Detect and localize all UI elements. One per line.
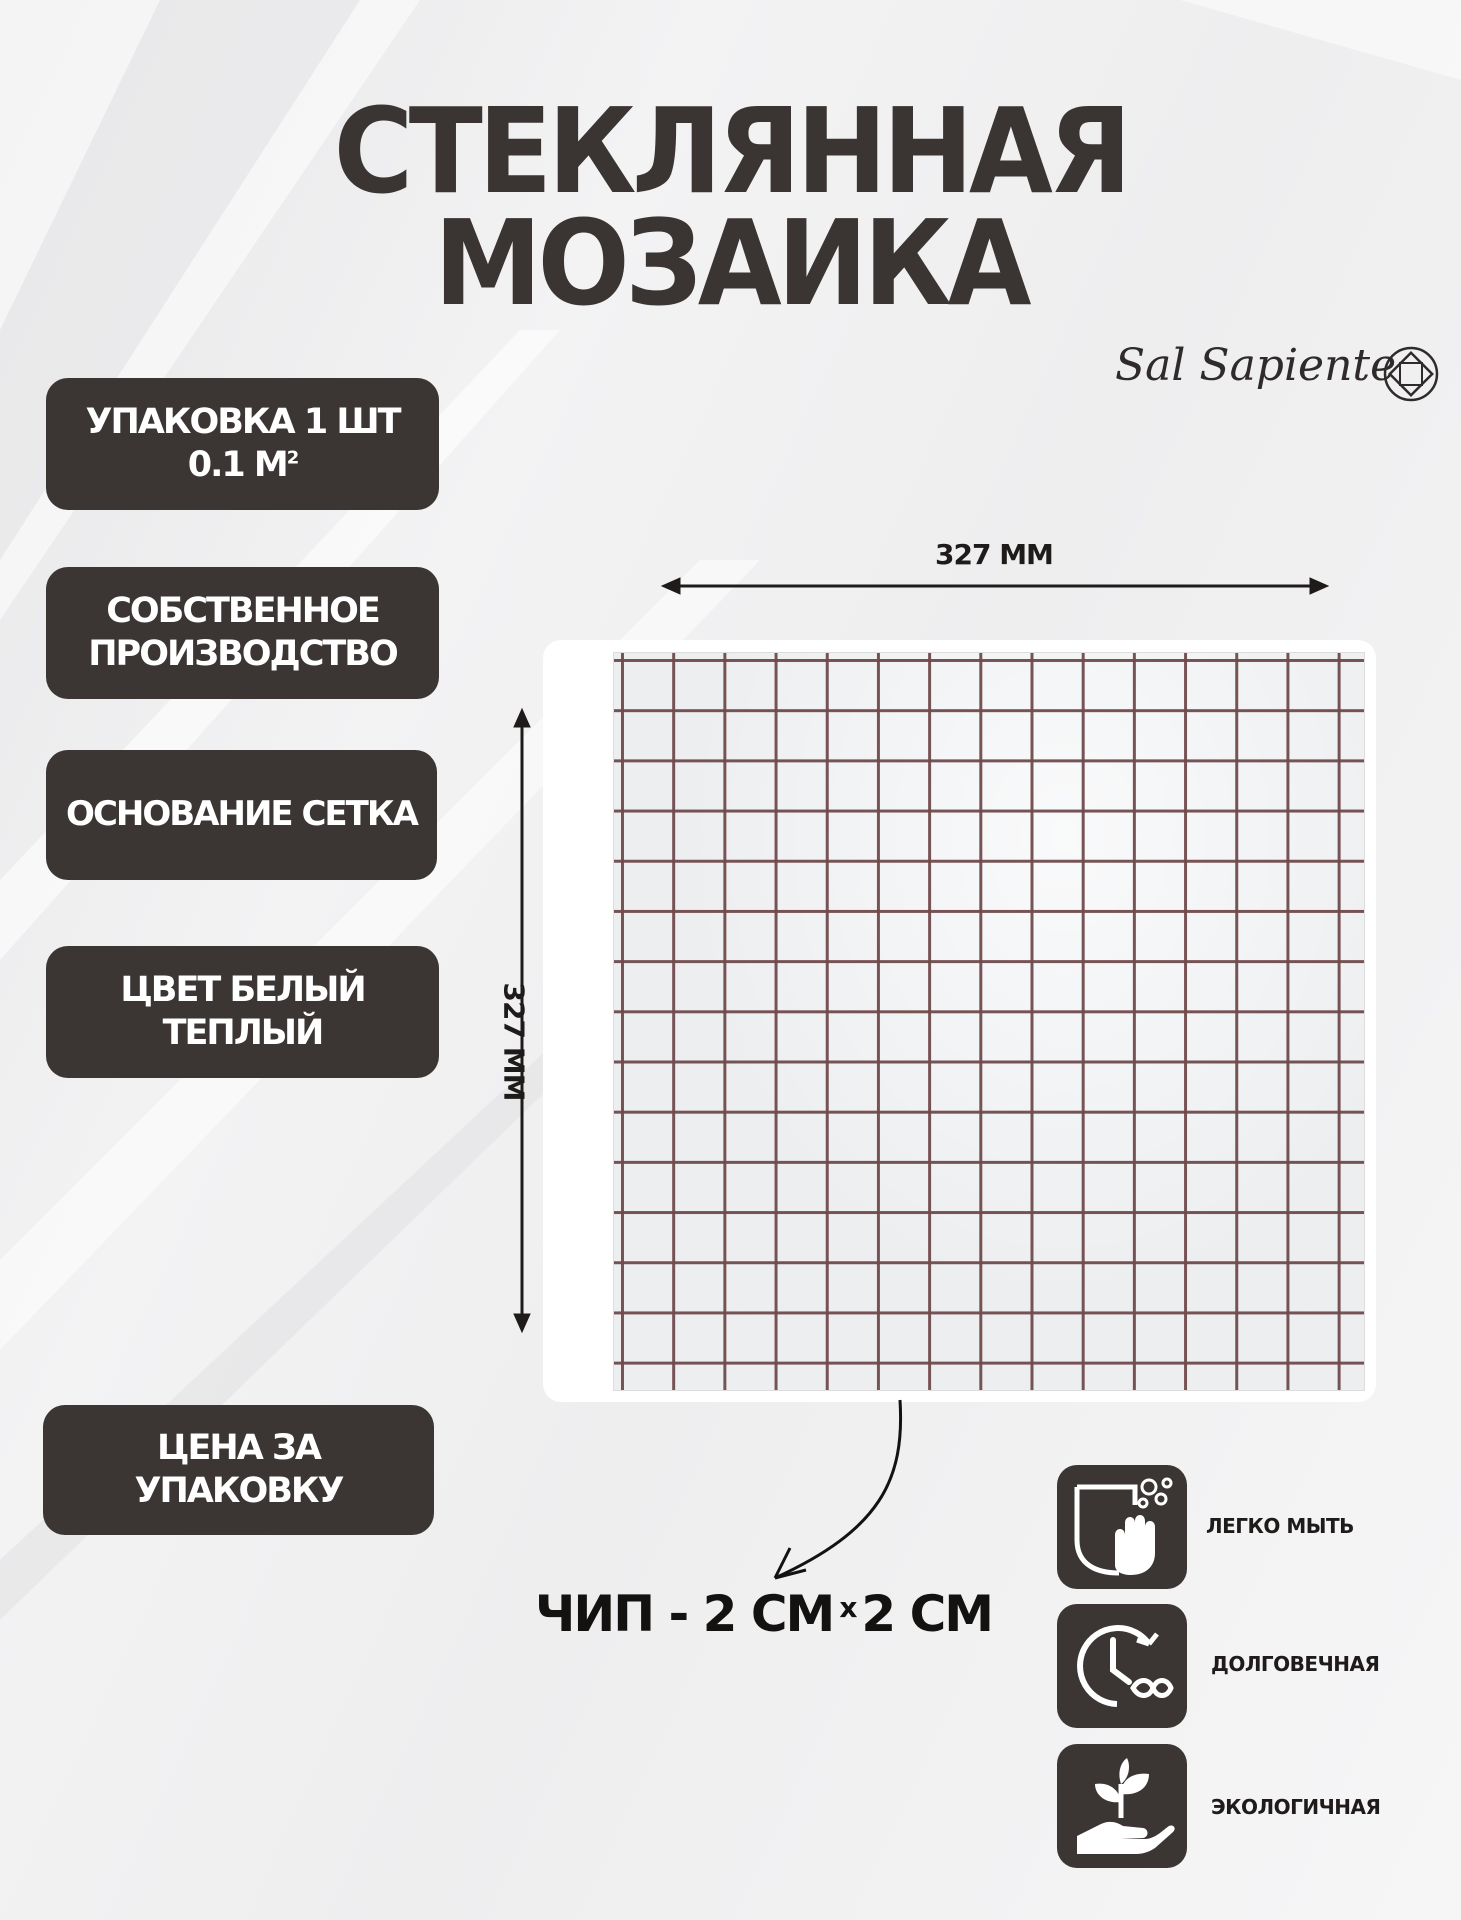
- chip-size-times: x: [839, 1591, 856, 1624]
- title-line-2: МОЗАИКА: [434, 194, 1027, 332]
- eco-badge: [1057, 1744, 1187, 1868]
- feature-label-eco: ЭКОЛОГИЧНАЯ: [1211, 1795, 1381, 1819]
- hand-washing-icon: [1057, 1465, 1187, 1589]
- square-superscript: 2: [286, 447, 298, 469]
- pill-color-line2: ТЕПЛЫЙ: [162, 1013, 323, 1053]
- hand-plant-icon: [1057, 1744, 1187, 1868]
- pill-price-line2: УПАКОВКУ: [134, 1471, 343, 1511]
- pill-package-line2: 0.1 $М^2$: [187, 445, 298, 485]
- chip-size-prefix: ЧИП - 2 СМ: [535, 1585, 834, 1643]
- pill-mesh-base-line1: ОСНОВАНИЕ СЕТКА: [66, 794, 417, 835]
- pill-package: [46, 378, 439, 510]
- width-dimension-label: 327 ММ: [935, 538, 1053, 571]
- feature-label-durable: ДОЛГОВЕЧНАЯ: [1211, 1652, 1380, 1676]
- feature-label-easy-clean: ЛЕГКО МЫТЬ: [1206, 1514, 1354, 1538]
- pill-mesh-base: [46, 750, 437, 880]
- title-line-1: СТЕКЛЯННАЯ: [333, 82, 1128, 220]
- pill-color: [46, 946, 439, 1078]
- pill-own-production-line1: СОБСТВЕННОЕ: [106, 591, 379, 632]
- pill-own-production-line2: ПРОИЗВОДСТВО: [88, 634, 397, 674]
- pill-price: [43, 1405, 434, 1535]
- durable-badge: [1057, 1604, 1187, 1728]
- height-dimension-label: 327 ММ: [497, 982, 531, 1101]
- diamond-logo-icon: [1382, 345, 1440, 403]
- mosaic-tile-sheet: [614, 653, 1364, 1390]
- pill-price-line1: ЦЕНА ЗА: [157, 1428, 320, 1469]
- clock-infinity-icon: [1057, 1604, 1187, 1728]
- chip-size-label: [535, 1585, 992, 1643]
- pill-color-line1: ЦВЕТ БЕЛЫЙ: [120, 970, 365, 1011]
- easy-clean-badge: [1057, 1465, 1187, 1589]
- brand-name: Sal Sapiente: [1115, 340, 1397, 391]
- pill-package-line1: УПАКОВКА 1 ШТ: [85, 402, 400, 443]
- pill-own-production: [46, 567, 439, 699]
- chip-size-suffix: 2 СМ: [861, 1585, 993, 1643]
